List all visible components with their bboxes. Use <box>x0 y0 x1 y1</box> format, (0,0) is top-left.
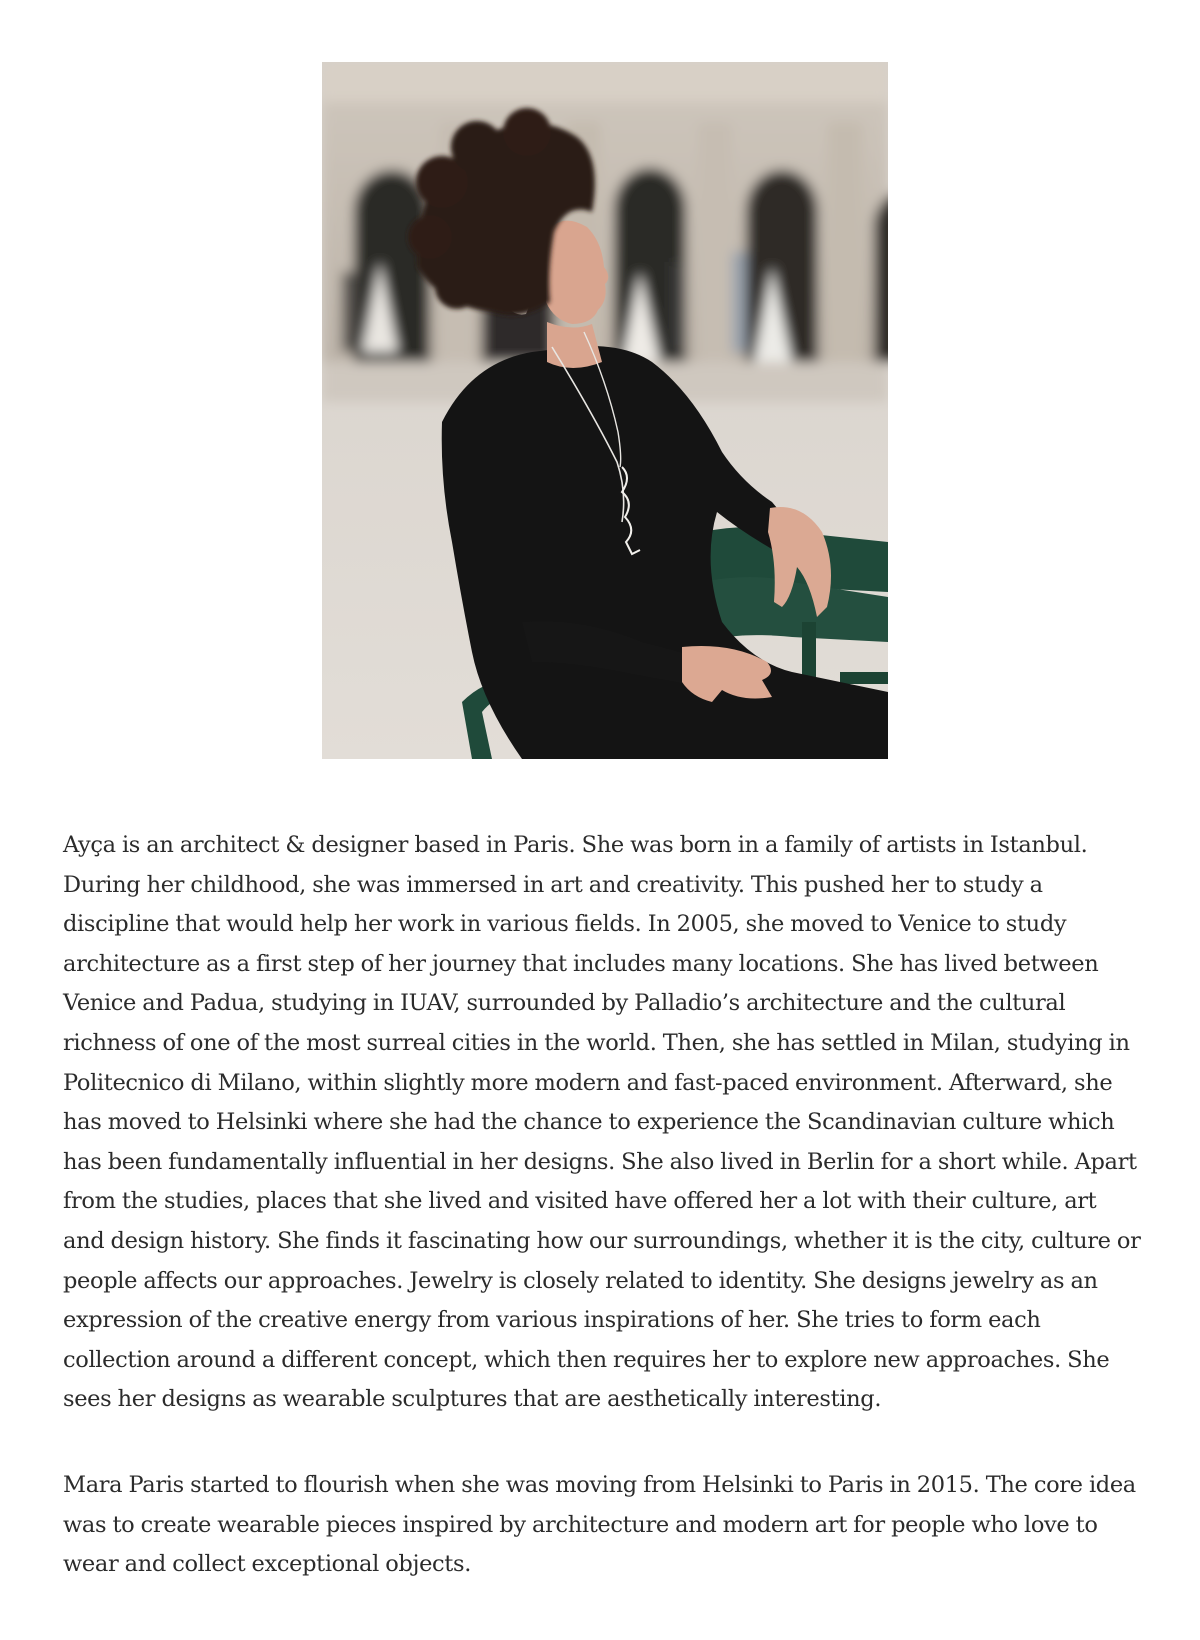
bio-text <box>63 826 1143 1585</box>
portrait-image <box>322 62 888 759</box>
portrait-photo-icon <box>322 62 888 759</box>
bio-paragraph-1: Ayça is an architect & designer based in Paris. She was born in a family of artists in Istanbul. During her childhood, she was immersed in art and creativity. This pushed her to study a discipline that would help her work in various fields. In 2005, she moved to Venice to study architecture as a first step of her journey that includes many locations. She has lived between Venice and Padua, studying in IUAV, surrounded by Palladio’s architecture and the cultural richness of one of the most surreal cities in the world. Then, she has settled in Milan, studying in Politecnico di Milano, within slightly more modern and fast-paced environment. Afterward, she has moved to Helsinki where she had the chance to experience the Scandinavian culture which has been fundamentally influential in her designs. She also lived in Berlin for a short while. Apart from the studies, places that she lived and visited have offered her a lot with their culture, art and design history. She finds it fascinating how our surroundings, whether it is the city, culture or people affects our approaches. Jewelry is closely related to identity. She designs jewelry as an expression of the creative energy from various inspirations of her. She tries to form each collection around a different concept, which then requires her to explore new approaches. She sees her designs as wearable sculptures that are aesthetically interesting. <box>63 832 1141 1413</box>
bio-paragraph-2: Mara Paris started to flourish when she was moving from Helsinki to Paris in 2015. The core idea was to create wearable pieces inspired by architecture and modern art for people who love to wear and collect exceptional objects. <box>63 1471 1136 1578</box>
